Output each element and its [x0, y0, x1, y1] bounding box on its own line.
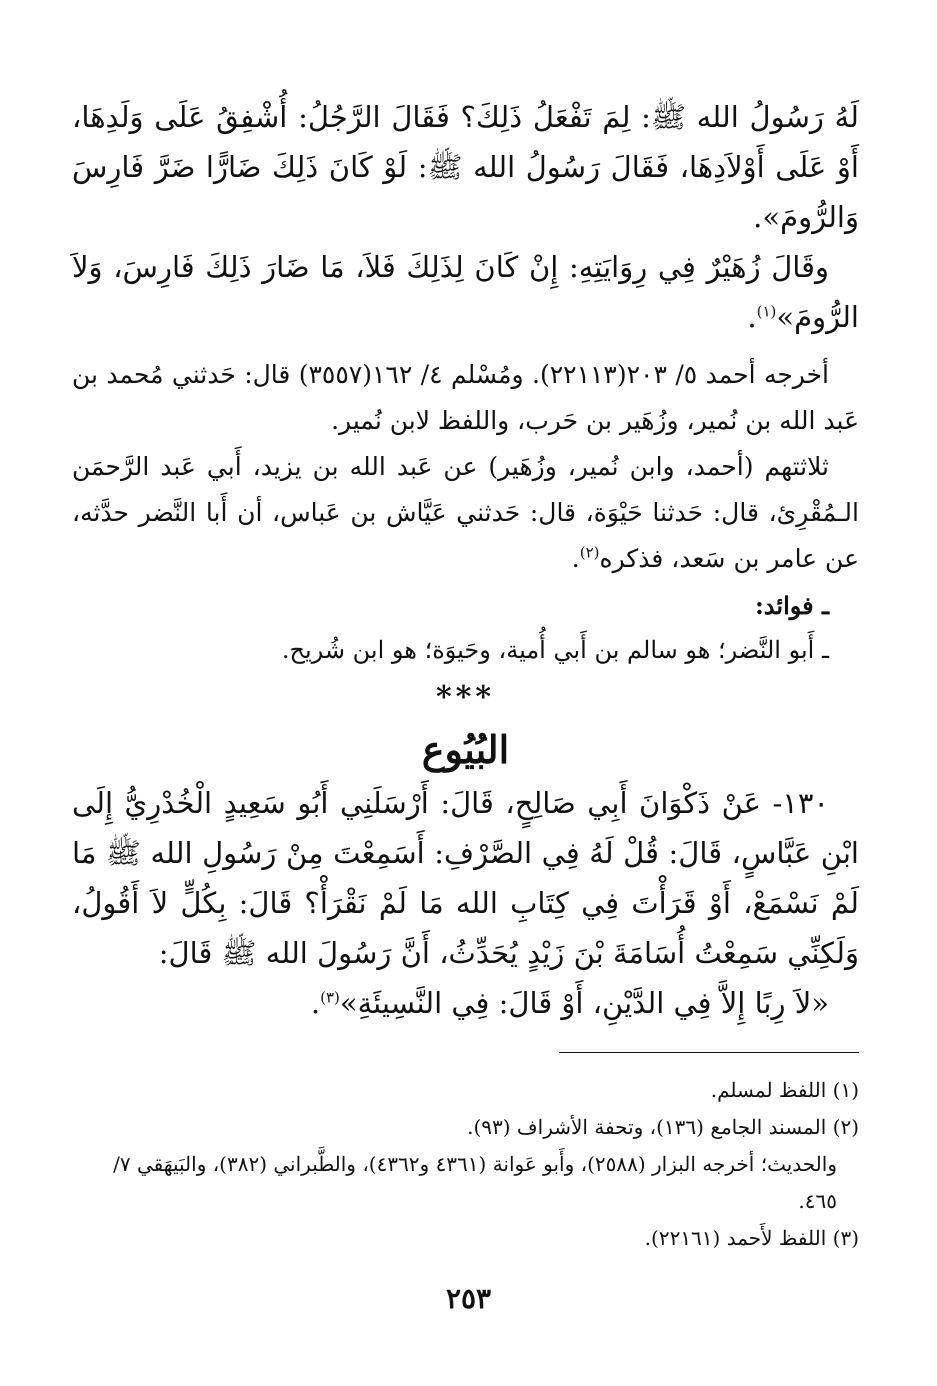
zuhair-narration-text: وقَالَ زُهَيْرٌ فِي رِوَايَتِهِ: إِنْ كَانَ لِذَلِكَ فَلاَ، مَا ضَارَ ذَلِكَ فَارِسَ، وَلاَ الرُّومَ» [72, 250, 859, 334]
hadith-130-quote-text: «لاَ رِبًا إِلاَّ فِي الدَّيْنِ، أَوْ قَالَ: فِي النَّسِيئَةِ» [339, 986, 829, 1020]
footnote-ref-1: (١) [756, 302, 777, 321]
footnotes [72, 1072, 859, 1257]
fawaid-item: ـ أَبو النَّضر؛ هو سالم بن أَبي أُمية، وحَيوَة؛ هو ابن شُريح. [281, 636, 829, 664]
section-separator: *** [435, 680, 496, 715]
footnote-3: (٣) اللفظ لأَحمد (٢٢١٦١). [644, 1226, 859, 1250]
footnote-2: (٢) المسند الجامع (١٣٦)، وتحفة الأشراف (٩٣). [467, 1115, 859, 1139]
zuhair-narration [72, 242, 859, 342]
hadith-130-text: ١٣٠- عَنْ ذَكْوَانَ أَبِي صَالِحٍ، قَالَ: أَرْسَلَنِي أَبُو سَعِيدٍ الْخُدْرِيُّ إِلَى ابْنِ عَبَّاسٍ، قَالَ: قُلْ لَهُ فِي الصَّرْفِ: أَسَمِعْتَ مِنْ رَسُولِ الله ﷺ مَا لَمْ نَسْمَعْ، أَوْ قَرَأْتَ فِي كِتَابِ الله مَا لَمْ نَقْرَأْ؟ قَالَ: بِكُلٍّ لاَ أَقُولُ، وَلَكِنِّي سَمِعْتُ أُسَامَةَ بْنَ زَيْدٍ يُحَدِّثُ، أَنَّ رَسُولَ الله ﷺ قَالَ: [72, 786, 859, 970]
hadith-130-quote-end: . [310, 986, 321, 1020]
footnote-2-continuation: والحديث؛ أخرجه البزار (٢٥٨٨)، وأَبو عَوانة (٤٣٦١ و٤٣٦٢)، والطَّبراني (٣٨٢)، والبَيهَقي ٧/ ٤٦٥. [113, 1152, 837, 1213]
footnote-divider [559, 1052, 859, 1053]
hadith-129-text: لَهُ رَسُولُ الله ﷺ: لِمَ تَفْعَلُ ذَلِكَ؟ فَقَالَ الرَّجُلُ: أُشْفِقُ عَلَى وَلَدِهَا، أَوْ عَلَى أَوْلاَدِهَا، فَقَالَ رَسُولُ الله ﷺ: لَوْ كَانَ ذَلِكَ ضَارًّا ضَرَّ فَارِسَ وَالرُّومَ». [72, 100, 859, 234]
footnote-1: (١) اللفظ لمسلم. [710, 1078, 859, 1102]
isnad-text: ثلاثتهم (أحمد، وابن نُمير، وزُهَير) عن عَبد الله بن يزيد، أَبي عَبد الرَّحمَن الـمُقْرِئ، قال: حَدثنا حَيْوَة، قال: حَدثني عَيَّاش بن عَباس، أن أَبا النَّضر حدَّثه، عن عامر بن سَعد، فذكره [72, 452, 859, 573]
isnad-paragraph [72, 444, 859, 582]
footnote-ref-2: (٢) [579, 543, 600, 562]
hadith-130-quote [72, 978, 859, 1028]
footnote-ref-3: (٣) [320, 988, 340, 1007]
page-number: ٢٥٣ [445, 1282, 492, 1315]
fawaid-heading: ـ فوائد: [754, 591, 829, 620]
isnad-end: . [571, 544, 580, 573]
zuhair-narration-end: . [747, 300, 757, 334]
takhrij-paragraph: أخرجه أحمد ٥/ ٢٠٣(٢٢١١٣). ومُسْلم ٤/ ١٦٢(٣٥٥٧) قال: حَدثني مُحمد بن عَبد الله بن نُمير، وزُهَير بن حَرب، واللفظ لابن نُمير. [72, 360, 859, 435]
section-title: البُيُوع [421, 727, 510, 772]
